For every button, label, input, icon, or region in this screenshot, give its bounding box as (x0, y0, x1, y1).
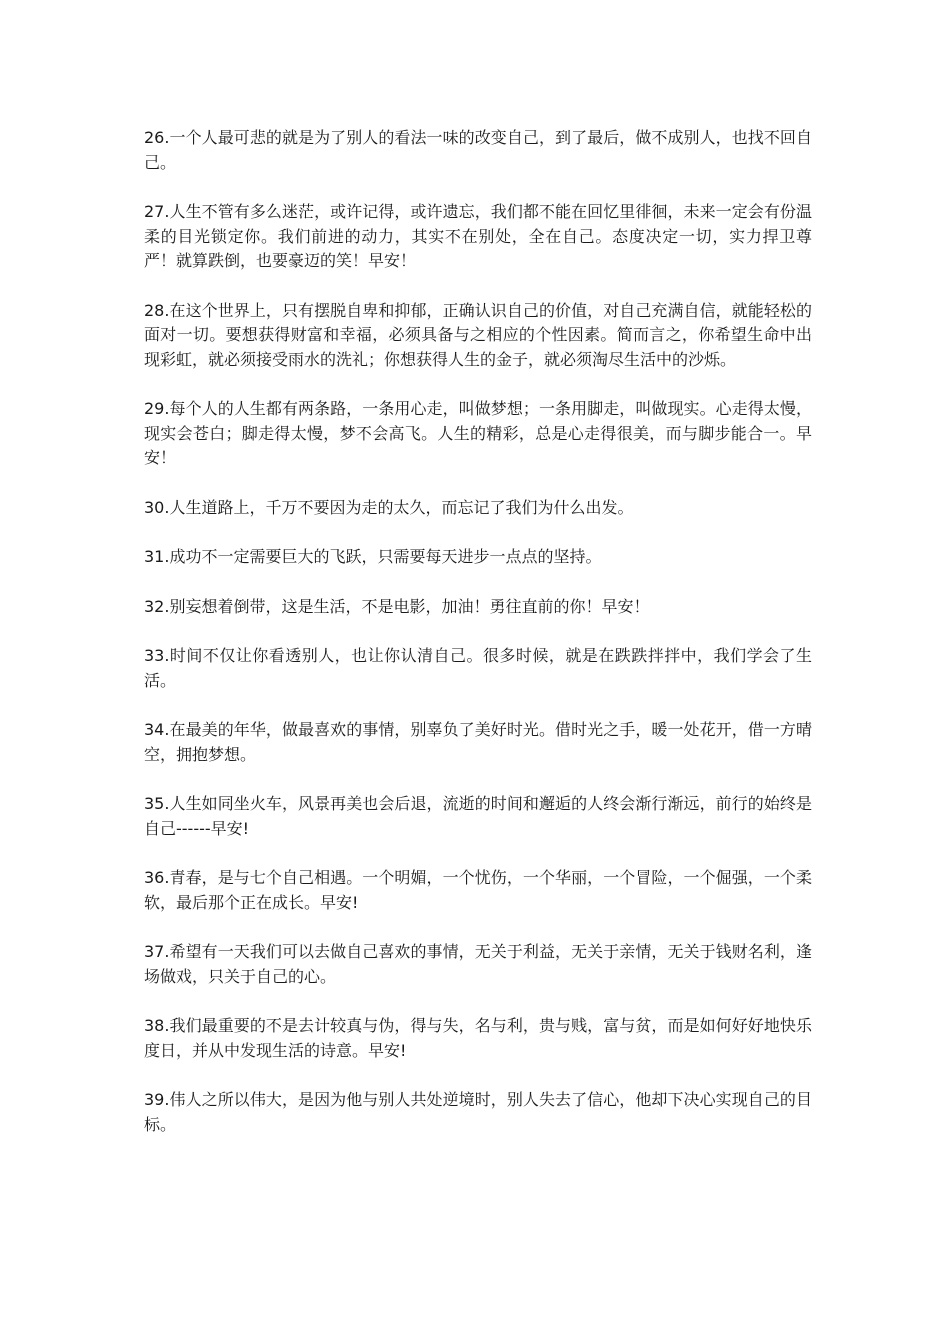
paragraph-32: 32.别妄想着倒带，这是生活，不是电影，加油！勇往直前的你！早安！ (144, 596, 650, 616)
paragraph-27: 27.人生不管有多么迷茫，或许记得，或许遗忘，我们都不能在回忆里徘徊，未来一定会有份温柔的目光锁定你。我们前进的动力，其实不在别处，全在自己。态度决定一切，实力捍卫尊严！就算跌倒，也要豪迈的笑！早安！ (144, 202, 812, 270)
paragraph-38: 38.我们最重要的不是去计较真与伪，得与失，名与利，贵与贱，富与贫，而是如何好好地快乐度日，并从中发现生活的诗意。早安! (144, 1016, 812, 1060)
paragraph-34: 34.在最美的年华，做最喜欢的事情，别辜负了美好时光。借时光之手，暖一处花开，借一方晴空，拥抱梦想。 (144, 720, 812, 764)
paragraph-33: 33.时间不仅让你看透别人，也让你认清自己。很多时候，就是在跌跌拌拌中，我们学会了生活。 (144, 646, 812, 690)
paragraph-36: 36.青春，是与七个自己相遇。一个明媚，一个忧伤，一个华丽，一个冒险，一个倔强，一个柔软，最后那个正在成长。早安! (144, 868, 812, 912)
paragraph-29: 29.每个人的人生都有两条路，一条用心走，叫做梦想；一条用脚走，叫做现实。心走得太慢，现实会苍白；脚走得太慢，梦不会高飞。人生的精彩，总是心走得很美，而与脚步能合一。早安！ (144, 399, 812, 467)
paragraph-31: 31.成功不一定需要巨大的飞跃，只需要每天进步一点点的坚持。 (144, 547, 602, 566)
paragraph-37: 37.希望有一天我们可以去做自己喜欢的事情，无关于利益，无关于亲情，无关于钱财名利，逢场做戏，只关于自己的心。 (144, 942, 812, 986)
paragraph-30: 30.人生道路上，千万不要因为走的太久，而忘记了我们为什么出发。 (144, 497, 634, 517)
paragraph-26: 26.一个人最可悲的就是为了别人的看法一味的改变自己，到了最后，做不成别人，也找不回自己。 (144, 128, 812, 172)
document-page (144, 126, 812, 1162)
paragraph-28: 28.在这个世界上，只有摆脱自卑和抑郁，正确认识自己的价值，对自己充满自信，就能轻松的面对一切。要想获得财富和幸福，必须具备与之相应的个性因素。简而言之，你希望生命中出现彩虹，就必须接受雨水的洗礼；你想获得人生的金子，就必须淘尽生活中的沙烁。 (144, 300, 812, 369)
paragraph-35: 35.人生如同坐火车，风景再美也会后退，流逝的时间和邂逅的人终会渐行渐远，前行的始终是自己------早安! (144, 794, 812, 838)
paragraph-39: 39.伟人之所以伟大，是因为他与别人共处逆境时，别人失去了信心，他却下决心实现自己的目标。 (144, 1090, 812, 1134)
